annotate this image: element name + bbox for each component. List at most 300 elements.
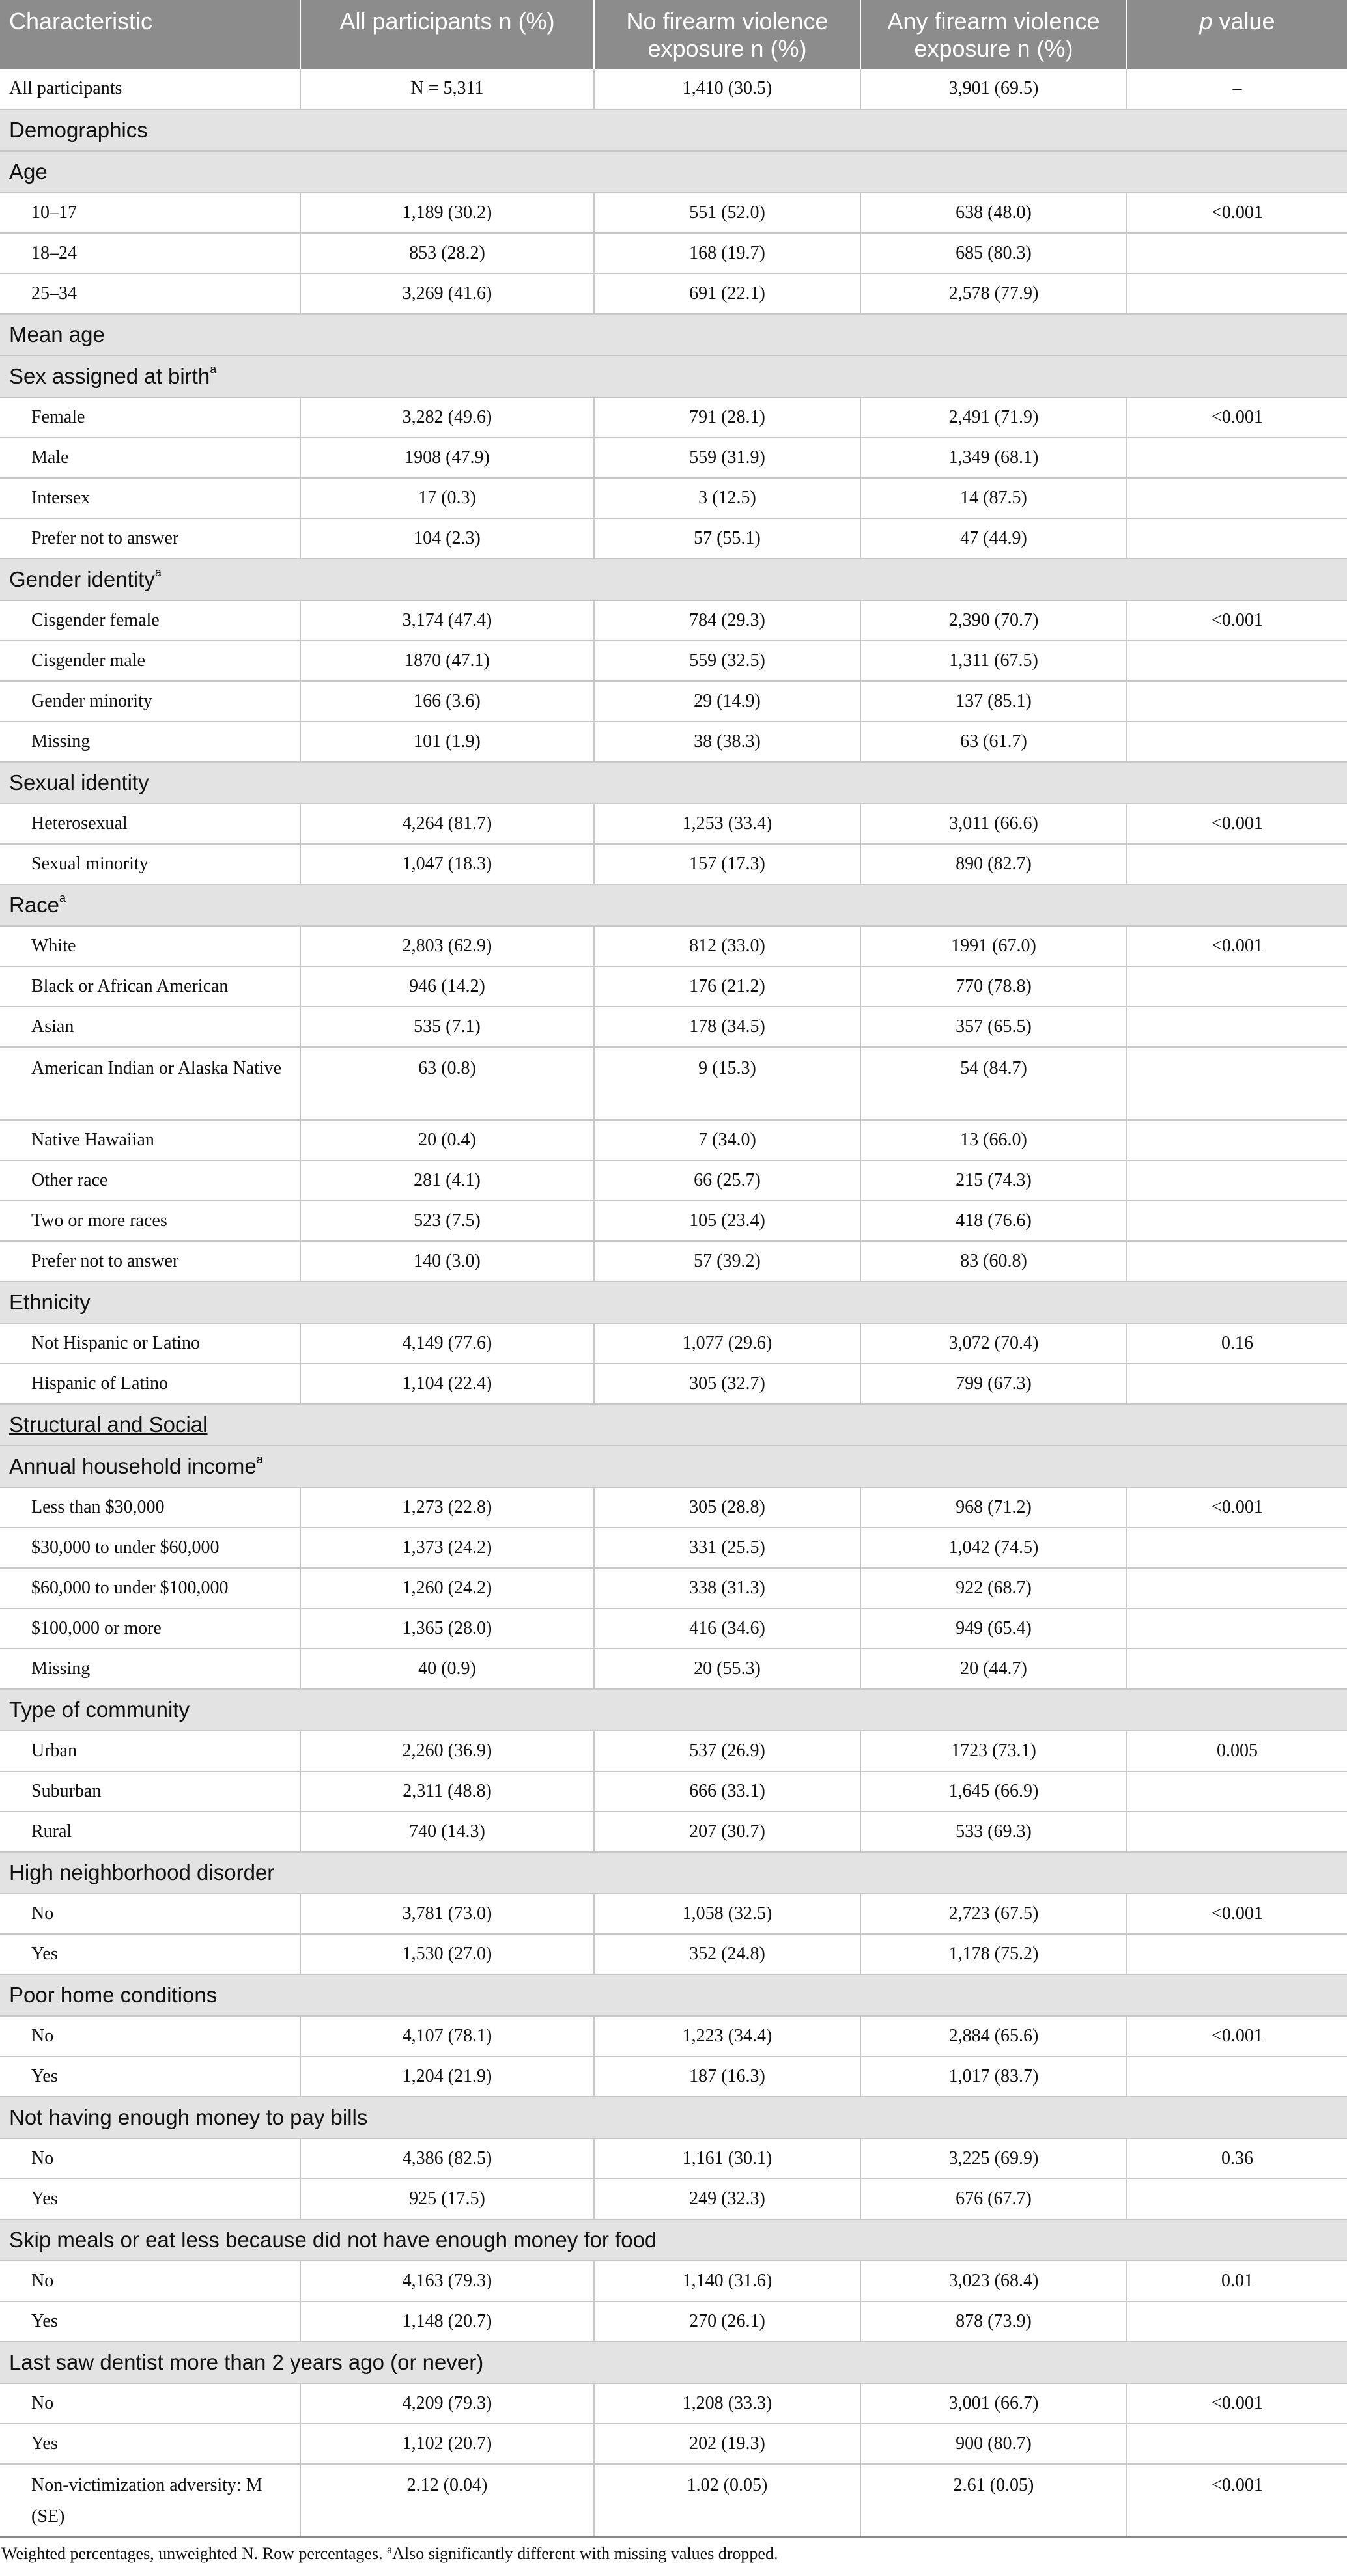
table-row bbox=[0, 1528, 1347, 1568]
cell-p-value bbox=[1127, 1120, 1347, 1160]
cell-no-exposure: 178 (34.5) bbox=[594, 1007, 860, 1047]
section-label bbox=[0, 1852, 1347, 1894]
cell-any-exposure: 137 (85.1) bbox=[860, 681, 1127, 721]
section-label-text: Last saw dentist more than 2 years ago (or never) bbox=[9, 2350, 484, 2374]
cell-any-exposure: 685 (80.3) bbox=[860, 233, 1127, 273]
cell-any-exposure: 1,178 (75.2) bbox=[860, 1934, 1127, 1974]
table-row bbox=[0, 1812, 1347, 1852]
section-header-row bbox=[0, 1404, 1347, 1446]
section-header-row bbox=[0, 2342, 1347, 2383]
cell-characteristic: Sexual minority bbox=[0, 844, 300, 884]
cell-p-value bbox=[1127, 844, 1347, 884]
section-header-row bbox=[0, 2097, 1347, 2138]
cell-p-value: <0.001 bbox=[1127, 1894, 1347, 1934]
section-header-row bbox=[0, 762, 1347, 804]
table-row bbox=[0, 2424, 1347, 2464]
section-label bbox=[0, 109, 1347, 151]
cell-any-exposure: 949 (65.4) bbox=[860, 1608, 1127, 1649]
cell-p-value: <0.001 bbox=[1127, 193, 1347, 233]
cell-all-participants: 166 (3.6) bbox=[300, 681, 594, 721]
cell-p-value bbox=[1127, 966, 1347, 1007]
cell-characteristic: Asian bbox=[0, 1007, 300, 1047]
footnote-text-2: Also significantly different with missing values dropped. bbox=[392, 2544, 778, 2563]
cell-no-exposure: 157 (17.3) bbox=[594, 844, 860, 884]
cell-characteristic: Urban bbox=[0, 1731, 300, 1771]
cell-p-value bbox=[1127, 721, 1347, 762]
footnote-superscript: a bbox=[387, 2543, 393, 2556]
cell-no-exposure: 666 (33.1) bbox=[594, 1771, 860, 1812]
cell-no-exposure: 9 (15.3) bbox=[594, 1047, 860, 1120]
section-label bbox=[0, 151, 1347, 193]
section-header-row bbox=[0, 1974, 1347, 2016]
cell-no-exposure: 1,077 (29.6) bbox=[594, 1323, 860, 1364]
section-label bbox=[0, 1404, 1347, 1446]
table-row bbox=[0, 1608, 1347, 1649]
cell-all-participants: 1,260 (24.2) bbox=[300, 1568, 594, 1608]
section-label bbox=[0, 1689, 1347, 1731]
cell-all-participants: 104 (2.3) bbox=[300, 518, 594, 559]
table-row bbox=[0, 397, 1347, 438]
cell-any-exposure: 83 (60.8) bbox=[860, 1241, 1127, 1281]
cell-characteristic: Yes bbox=[0, 2424, 300, 2464]
cell-p-value bbox=[1127, 1528, 1347, 1568]
table-row bbox=[0, 1364, 1347, 1404]
section-label-text: Demographics bbox=[9, 118, 148, 142]
cell-p-value: <0.001 bbox=[1127, 2383, 1347, 2424]
cell-p-value bbox=[1127, 478, 1347, 518]
section-header-row bbox=[0, 1689, 1347, 1731]
cell-characteristic: Heterosexual bbox=[0, 804, 300, 844]
cell-characteristic: Prefer not to answer bbox=[0, 1241, 300, 1281]
cell-all-participants: 3,282 (49.6) bbox=[300, 397, 594, 438]
cell-no-exposure: 249 (32.3) bbox=[594, 2179, 860, 2219]
table-row bbox=[0, 2056, 1347, 2097]
table-row bbox=[0, 2301, 1347, 2342]
cell-p-value: <0.001 bbox=[1127, 397, 1347, 438]
cell-any-exposure: 215 (74.3) bbox=[860, 1160, 1127, 1201]
cell-any-exposure: 3,001 (66.7) bbox=[860, 2383, 1127, 2424]
section-label-text: Structural and Social bbox=[9, 1412, 208, 1436]
cell-no-exposure: 331 (25.5) bbox=[594, 1528, 860, 1568]
cell-any-exposure: 1,042 (74.5) bbox=[860, 1528, 1127, 1568]
cell-characteristic: Suburban bbox=[0, 1771, 300, 1812]
cell-characteristic: No bbox=[0, 2383, 300, 2424]
cell-any-exposure: 418 (76.6) bbox=[860, 1201, 1127, 1241]
cell-all-participants: 1,047 (18.3) bbox=[300, 844, 594, 884]
cell-no-exposure: 105 (23.4) bbox=[594, 1201, 860, 1241]
cell-characteristic: No bbox=[0, 2016, 300, 2056]
cell-any-exposure: 900 (80.7) bbox=[860, 2424, 1127, 2464]
section-label bbox=[0, 559, 1347, 600]
cell-all-participants: 4,149 (77.6) bbox=[300, 1323, 594, 1364]
section-label bbox=[0, 762, 1347, 804]
cell-all-participants: 1,104 (22.4) bbox=[300, 1364, 594, 1404]
cell-characteristic: American Indian or Alaska Native bbox=[0, 1047, 300, 1120]
cell-any-exposure: 3,901 (69.5) bbox=[860, 69, 1127, 109]
section-header-row bbox=[0, 151, 1347, 193]
table-row bbox=[0, 233, 1347, 273]
table-row bbox=[0, 2016, 1347, 2056]
cell-all-participants: 740 (14.3) bbox=[300, 1812, 594, 1852]
section-header-row bbox=[0, 1446, 1347, 1487]
cell-all-participants: 853 (28.2) bbox=[300, 233, 594, 273]
cell-no-exposure: 691 (22.1) bbox=[594, 273, 860, 314]
cell-characteristic: 25–34 bbox=[0, 273, 300, 314]
cell-characteristic: Intersex bbox=[0, 478, 300, 518]
cell-p-value bbox=[1127, 641, 1347, 681]
cell-all-participants: 2,803 (62.9) bbox=[300, 926, 594, 966]
cell-p-value: – bbox=[1127, 69, 1347, 109]
cell-characteristic: $100,000 or more bbox=[0, 1608, 300, 1649]
cell-all-participants: 3,781 (73.0) bbox=[300, 1894, 594, 1934]
cell-all-participants: 17 (0.3) bbox=[300, 478, 594, 518]
cell-all-participants: 4,107 (78.1) bbox=[300, 2016, 594, 2056]
cell-p-value bbox=[1127, 1771, 1347, 1812]
section-label bbox=[0, 1446, 1347, 1487]
section-label-text: Sexual identity bbox=[9, 770, 149, 794]
section-label bbox=[0, 1281, 1347, 1323]
cell-any-exposure: 1,017 (83.7) bbox=[860, 2056, 1127, 2097]
section-label-text: Skip meals or eat less because did not have enough money for food bbox=[9, 2228, 657, 2252]
header-no-exposure: No firearm violence exposure n (%) bbox=[594, 0, 860, 69]
table-row bbox=[0, 600, 1347, 641]
table-row bbox=[0, 1047, 1347, 1120]
cell-all-participants: 2.12 (0.04) bbox=[300, 2464, 594, 2537]
section-header-row bbox=[0, 356, 1347, 397]
table-footnote bbox=[0, 2538, 1347, 2564]
cell-any-exposure: 922 (68.7) bbox=[860, 1568, 1127, 1608]
cell-p-value: <0.001 bbox=[1127, 1487, 1347, 1528]
cell-p-value: <0.001 bbox=[1127, 804, 1347, 844]
table-row bbox=[0, 69, 1347, 109]
cell-characteristic: 10–17 bbox=[0, 193, 300, 233]
cell-all-participants: 1,148 (20.7) bbox=[300, 2301, 594, 2342]
cell-all-participants: 4,264 (81.7) bbox=[300, 804, 594, 844]
section-label-text: Type of community bbox=[9, 1698, 190, 1722]
table-row bbox=[0, 844, 1347, 884]
cell-p-value: <0.001 bbox=[1127, 600, 1347, 641]
cell-no-exposure: 784 (29.3) bbox=[594, 600, 860, 641]
table-row bbox=[0, 1201, 1347, 1241]
cell-no-exposure: 7 (34.0) bbox=[594, 1120, 860, 1160]
cell-characteristic: Less than $30,000 bbox=[0, 1487, 300, 1528]
section-label bbox=[0, 314, 1347, 356]
cell-no-exposure: 537 (26.9) bbox=[594, 1731, 860, 1771]
cell-characteristic: No bbox=[0, 2138, 300, 2179]
cell-p-value bbox=[1127, 1007, 1347, 1047]
cell-any-exposure: 1723 (73.1) bbox=[860, 1731, 1127, 1771]
cell-no-exposure: 551 (52.0) bbox=[594, 193, 860, 233]
cell-p-value: <0.001 bbox=[1127, 2016, 1347, 2056]
section-label-superscript: a bbox=[256, 1453, 263, 1466]
cell-all-participants: 101 (1.9) bbox=[300, 721, 594, 762]
cell-no-exposure: 168 (19.7) bbox=[594, 233, 860, 273]
cell-all-participants: 3,269 (41.6) bbox=[300, 273, 594, 314]
section-label-text: Mean age bbox=[9, 322, 105, 346]
cell-all-participants: 2,260 (36.9) bbox=[300, 1731, 594, 1771]
cell-no-exposure: 1.02 (0.05) bbox=[594, 2464, 860, 2537]
cell-no-exposure: 57 (39.2) bbox=[594, 1241, 860, 1281]
cell-any-exposure: 2.61 (0.05) bbox=[860, 2464, 1127, 2537]
cell-no-exposure: 57 (55.1) bbox=[594, 518, 860, 559]
section-label bbox=[0, 1974, 1347, 2016]
cell-no-exposure: 1,253 (33.4) bbox=[594, 804, 860, 844]
cell-characteristic: $60,000 to under $100,000 bbox=[0, 1568, 300, 1608]
cell-any-exposure: 2,578 (77.9) bbox=[860, 273, 1127, 314]
cell-any-exposure: 968 (71.2) bbox=[860, 1487, 1127, 1528]
cell-all-participants: 1,102 (20.7) bbox=[300, 2424, 594, 2464]
cell-characteristic: No bbox=[0, 2261, 300, 2301]
cell-any-exposure: 533 (69.3) bbox=[860, 1812, 1127, 1852]
cell-any-exposure: 357 (65.5) bbox=[860, 1007, 1127, 1047]
table-row bbox=[0, 926, 1347, 966]
table-row bbox=[0, 1649, 1347, 1689]
cell-p-value bbox=[1127, 233, 1347, 273]
table-row bbox=[0, 1120, 1347, 1160]
cell-any-exposure: 63 (61.7) bbox=[860, 721, 1127, 762]
table-row bbox=[0, 518, 1347, 559]
cell-all-participants: 2,311 (48.8) bbox=[300, 1771, 594, 1812]
cell-any-exposure: 890 (82.7) bbox=[860, 844, 1127, 884]
table-row bbox=[0, 438, 1347, 478]
cell-all-participants: 20 (0.4) bbox=[300, 1120, 594, 1160]
cell-any-exposure: 770 (78.8) bbox=[860, 966, 1127, 1007]
cell-p-value bbox=[1127, 273, 1347, 314]
section-header-row bbox=[0, 314, 1347, 356]
cell-all-participants: 925 (17.5) bbox=[300, 2179, 594, 2219]
cell-no-exposure: 791 (28.1) bbox=[594, 397, 860, 438]
table-row bbox=[0, 1487, 1347, 1528]
cell-characteristic: Yes bbox=[0, 2301, 300, 2342]
cell-any-exposure: 676 (67.7) bbox=[860, 2179, 1127, 2219]
cell-all-participants: 1,189 (30.2) bbox=[300, 193, 594, 233]
cell-any-exposure: 1,349 (68.1) bbox=[860, 438, 1127, 478]
table-row bbox=[0, 2138, 1347, 2179]
section-label-text: Race bbox=[9, 893, 60, 917]
table-row bbox=[0, 2464, 1347, 2537]
cell-all-participants: 4,386 (82.5) bbox=[300, 2138, 594, 2179]
cell-all-participants: 3,174 (47.4) bbox=[300, 600, 594, 641]
table-row bbox=[0, 478, 1347, 518]
section-label bbox=[0, 2342, 1347, 2383]
cell-characteristic: Female bbox=[0, 397, 300, 438]
section-header-row bbox=[0, 1281, 1347, 1323]
cell-characteristic: All participants bbox=[0, 69, 300, 109]
cell-p-value: 0.005 bbox=[1127, 1731, 1347, 1771]
section-header-row bbox=[0, 1852, 1347, 1894]
table-row bbox=[0, 1007, 1347, 1047]
cell-characteristic: Hispanic of Latino bbox=[0, 1364, 300, 1404]
cell-no-exposure: 66 (25.7) bbox=[594, 1160, 860, 1201]
table-row bbox=[0, 641, 1347, 681]
cell-no-exposure: 1,208 (33.3) bbox=[594, 2383, 860, 2424]
cell-all-participants: 1908 (47.9) bbox=[300, 438, 594, 478]
cell-any-exposure: 3,011 (66.6) bbox=[860, 804, 1127, 844]
cell-any-exposure: 20 (44.7) bbox=[860, 1649, 1127, 1689]
cell-characteristic: Yes bbox=[0, 2056, 300, 2097]
table-row bbox=[0, 721, 1347, 762]
cell-any-exposure: 878 (73.9) bbox=[860, 2301, 1127, 2342]
cell-p-value bbox=[1127, 1201, 1347, 1241]
cell-no-exposure: 1,140 (31.6) bbox=[594, 2261, 860, 2301]
table-row bbox=[0, 1323, 1347, 1364]
section-label-superscript: a bbox=[210, 363, 217, 376]
cell-all-participants: 40 (0.9) bbox=[300, 1649, 594, 1689]
cell-p-value: <0.001 bbox=[1127, 2464, 1347, 2537]
cell-characteristic: Cisgender female bbox=[0, 600, 300, 641]
section-label-text: Annual household income bbox=[9, 1454, 257, 1478]
table-row bbox=[0, 966, 1347, 1007]
cell-all-participants: 281 (4.1) bbox=[300, 1160, 594, 1201]
cell-characteristic: Non-victimization adversity: M (SE) bbox=[0, 2464, 300, 2537]
section-label bbox=[0, 2219, 1347, 2261]
table-row bbox=[0, 1731, 1347, 1771]
cell-any-exposure: 1,311 (67.5) bbox=[860, 641, 1127, 681]
cell-no-exposure: 3 (12.5) bbox=[594, 478, 860, 518]
section-label-text: Gender identity bbox=[9, 567, 155, 591]
section-header-row bbox=[0, 2219, 1347, 2261]
cell-characteristic: Male bbox=[0, 438, 300, 478]
cell-all-participants: 1,273 (22.8) bbox=[300, 1487, 594, 1528]
cell-p-value bbox=[1127, 1364, 1347, 1404]
cell-characteristic: 18–24 bbox=[0, 233, 300, 273]
cell-all-participants: N = 5,311 bbox=[300, 69, 594, 109]
cell-all-participants: 1870 (47.1) bbox=[300, 641, 594, 681]
cell-characteristic: Black or African American bbox=[0, 966, 300, 1007]
cell-all-participants: 4,209 (79.3) bbox=[300, 2383, 594, 2424]
cell-all-participants: 63 (0.8) bbox=[300, 1047, 594, 1120]
section-label-text: Age bbox=[9, 160, 48, 184]
cell-characteristic: White bbox=[0, 926, 300, 966]
cell-p-value bbox=[1127, 438, 1347, 478]
cell-any-exposure: 799 (67.3) bbox=[860, 1364, 1127, 1404]
cell-no-exposure: 29 (14.9) bbox=[594, 681, 860, 721]
header-p-italic: p bbox=[1199, 8, 1213, 35]
cell-p-value bbox=[1127, 2056, 1347, 2097]
cell-all-participants: 535 (7.1) bbox=[300, 1007, 594, 1047]
table-row bbox=[0, 1894, 1347, 1934]
cell-any-exposure: 2,884 (65.6) bbox=[860, 2016, 1127, 2056]
section-label-text: Poor home conditions bbox=[9, 1983, 218, 2007]
cell-any-exposure: 3,023 (68.4) bbox=[860, 2261, 1127, 2301]
cell-characteristic: Other race bbox=[0, 1160, 300, 1201]
table-row bbox=[0, 2383, 1347, 2424]
cell-no-exposure: 559 (32.5) bbox=[594, 641, 860, 681]
cell-any-exposure: 3,072 (70.4) bbox=[860, 1323, 1127, 1364]
cell-p-value bbox=[1127, 1568, 1347, 1608]
section-label-text: High neighborhood disorder bbox=[9, 1860, 275, 1884]
table-row bbox=[0, 1160, 1347, 1201]
cell-all-participants: 4,163 (79.3) bbox=[300, 2261, 594, 2301]
table-row bbox=[0, 1771, 1347, 1812]
section-label-text: Sex assigned at birth bbox=[9, 364, 210, 388]
table-row bbox=[0, 1568, 1347, 1608]
cell-p-value bbox=[1127, 1649, 1347, 1689]
table-row bbox=[0, 681, 1347, 721]
header-any-exposure: Any firearm violence exposure n (%) bbox=[860, 0, 1127, 69]
cell-characteristic: Missing bbox=[0, 1649, 300, 1689]
cell-any-exposure: 3,225 (69.9) bbox=[860, 2138, 1127, 2179]
cell-no-exposure: 202 (19.3) bbox=[594, 2424, 860, 2464]
cell-characteristic: Gender minority bbox=[0, 681, 300, 721]
cell-no-exposure: 207 (30.7) bbox=[594, 1812, 860, 1852]
cell-any-exposure: 54 (84.7) bbox=[860, 1047, 1127, 1120]
cell-any-exposure: 638 (48.0) bbox=[860, 193, 1127, 233]
cell-p-value bbox=[1127, 1160, 1347, 1201]
cell-p-value bbox=[1127, 518, 1347, 559]
header-p-rest: value bbox=[1212, 8, 1275, 35]
cell-no-exposure: 352 (24.8) bbox=[594, 1934, 860, 1974]
cell-characteristic: Native Hawaiian bbox=[0, 1120, 300, 1160]
table-row bbox=[0, 1934, 1347, 1974]
cell-no-exposure: 338 (31.3) bbox=[594, 1568, 860, 1608]
cell-no-exposure: 1,410 (30.5) bbox=[594, 69, 860, 109]
cell-no-exposure: 187 (16.3) bbox=[594, 2056, 860, 2097]
cell-no-exposure: 38 (38.3) bbox=[594, 721, 860, 762]
section-label bbox=[0, 2097, 1347, 2138]
section-header-row bbox=[0, 884, 1347, 926]
cell-characteristic: Yes bbox=[0, 1934, 300, 1974]
cell-no-exposure: 559 (31.9) bbox=[594, 438, 860, 478]
cell-p-value: 0.36 bbox=[1127, 2138, 1347, 2179]
cell-characteristic: Two or more races bbox=[0, 1201, 300, 1241]
cell-no-exposure: 20 (55.3) bbox=[594, 1649, 860, 1689]
cell-any-exposure: 13 (66.0) bbox=[860, 1120, 1127, 1160]
cell-p-value: <0.001 bbox=[1127, 926, 1347, 966]
table-row bbox=[0, 193, 1347, 233]
cell-p-value: 0.16 bbox=[1127, 1323, 1347, 1364]
cell-all-participants: 1,365 (28.0) bbox=[300, 1608, 594, 1649]
cell-all-participants: 1,204 (21.9) bbox=[300, 2056, 594, 2097]
cell-any-exposure: 1,645 (66.9) bbox=[860, 1771, 1127, 1812]
table-body bbox=[0, 69, 1347, 2537]
section-label-text: Ethnicity bbox=[9, 1290, 91, 1314]
cell-any-exposure: 14 (87.5) bbox=[860, 478, 1127, 518]
cell-no-exposure: 1,223 (34.4) bbox=[594, 2016, 860, 2056]
cell-any-exposure: 1991 (67.0) bbox=[860, 926, 1127, 966]
table-row bbox=[0, 1241, 1347, 1281]
cell-p-value bbox=[1127, 2301, 1347, 2342]
cell-no-exposure: 270 (26.1) bbox=[594, 2301, 860, 2342]
cell-any-exposure: 47 (44.9) bbox=[860, 518, 1127, 559]
cell-no-exposure: 1,058 (32.5) bbox=[594, 1894, 860, 1934]
cell-characteristic: No bbox=[0, 1894, 300, 1934]
header-characteristic: Characteristic bbox=[0, 0, 300, 69]
cell-p-value bbox=[1127, 681, 1347, 721]
table-row bbox=[0, 804, 1347, 844]
cell-no-exposure: 305 (28.8) bbox=[594, 1487, 860, 1528]
section-label bbox=[0, 884, 1347, 926]
cell-characteristic: Rural bbox=[0, 1812, 300, 1852]
table-row bbox=[0, 273, 1347, 314]
header-all-participants: All participants n (%) bbox=[300, 0, 594, 69]
header-p-value bbox=[1127, 0, 1347, 69]
section-header-row bbox=[0, 559, 1347, 600]
cell-p-value bbox=[1127, 1608, 1347, 1649]
cell-all-participants: 523 (7.5) bbox=[300, 1201, 594, 1241]
cell-no-exposure: 416 (34.6) bbox=[594, 1608, 860, 1649]
table-row bbox=[0, 2179, 1347, 2219]
cell-p-value bbox=[1127, 1047, 1347, 1120]
footnote-text-1: Weighted percentages, unweighted N. Row percentages. bbox=[1, 2544, 388, 2563]
cell-no-exposure: 176 (21.2) bbox=[594, 966, 860, 1007]
cell-characteristic: $30,000 to under $60,000 bbox=[0, 1528, 300, 1568]
cell-p-value bbox=[1127, 1241, 1347, 1281]
cell-all-participants: 140 (3.0) bbox=[300, 1241, 594, 1281]
cell-p-value bbox=[1127, 1934, 1347, 1974]
cell-no-exposure: 812 (33.0) bbox=[594, 926, 860, 966]
section-label-text: Not having enough money to pay bills bbox=[9, 2105, 368, 2129]
